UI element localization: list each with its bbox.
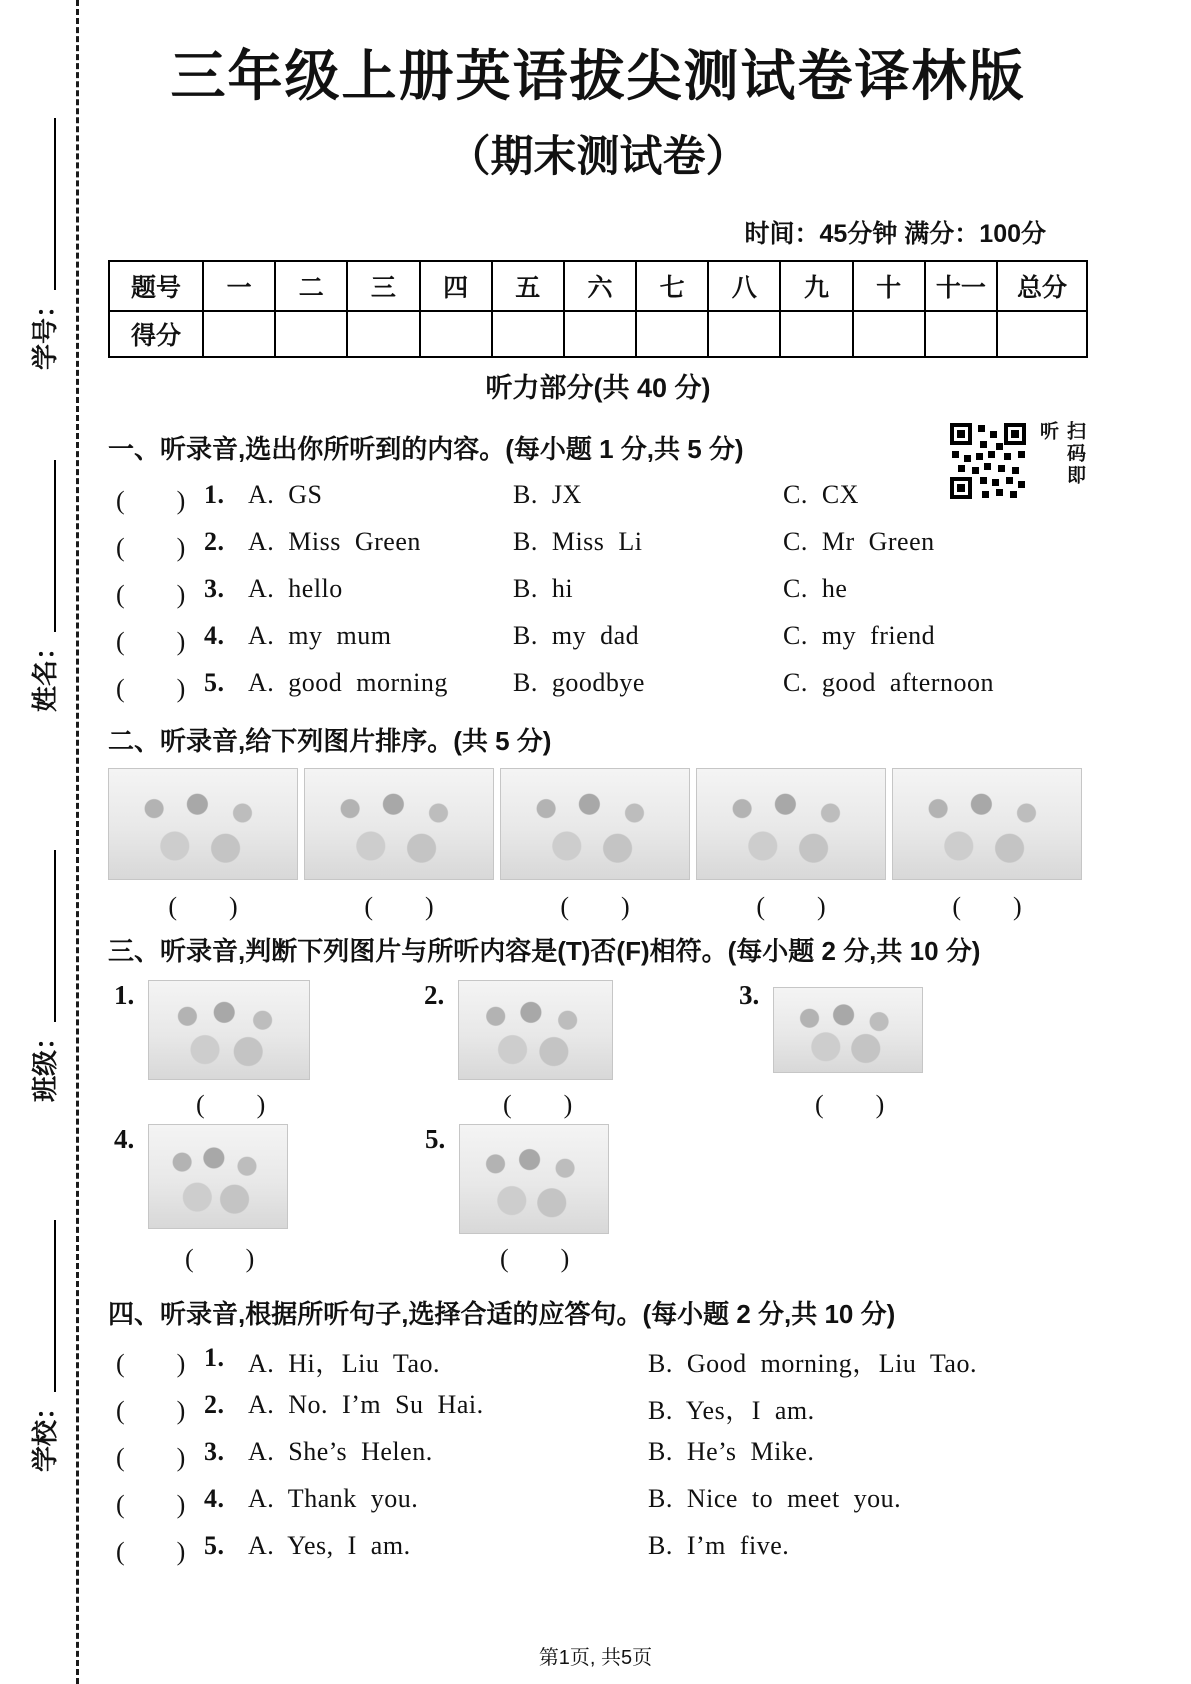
question-row	[108, 668, 1088, 715]
score-table	[108, 260, 1088, 358]
section-2	[108, 721, 1088, 923]
score-table-header-row	[109, 261, 1087, 311]
tf-item	[425, 1124, 609, 1234]
score-col-header: 九	[780, 261, 852, 311]
question-row	[108, 1390, 1088, 1437]
score-cell	[492, 311, 564, 357]
page-title: 三年级上册英语拔尖测试卷译林版	[170, 45, 1026, 107]
option-b: B. JX	[513, 479, 582, 509]
score-cell	[636, 311, 708, 357]
score-cell	[347, 311, 419, 357]
score-col-header: 二	[275, 261, 347, 311]
score-cell	[275, 311, 347, 357]
question-number: 3.	[204, 573, 225, 603]
tf-item	[739, 980, 923, 1073]
option-b: B. He’s Mike.	[648, 1436, 815, 1466]
picture-cats-in-tree	[892, 768, 1082, 880]
answer-bracket: ( )	[815, 1089, 885, 1119]
option-b: B. Miss Li	[513, 526, 643, 556]
page-subtitle: （期末测试卷）	[447, 132, 749, 181]
answer-bracket: ( )	[116, 1536, 186, 1566]
picture-teacher-greeting-students	[304, 768, 494, 880]
picture-students-in-classroom	[696, 768, 886, 880]
student-number-blank	[30, 118, 56, 290]
picture-cat-with-mice	[108, 768, 298, 880]
question-row	[108, 1437, 1088, 1484]
option-c: C. good afternoon	[783, 667, 994, 697]
school-blank	[30, 1220, 56, 1392]
option-b: B. goodbye	[513, 667, 645, 697]
option-b: B. Good morning，Liu Tao.	[648, 1348, 977, 1378]
question-row	[108, 621, 1088, 668]
question-number: 4.	[204, 1483, 225, 1513]
sidebar-field-student-number	[24, 118, 62, 370]
section-2-pictures	[108, 768, 1088, 880]
option-a: A. Thank you.	[248, 1483, 419, 1513]
score-cell	[780, 311, 852, 357]
score-cell	[420, 311, 492, 357]
option-a: A. No. I’m Su Hai.	[248, 1389, 484, 1419]
sidebar-field-class	[24, 850, 62, 1102]
answer-bracket: ( )	[116, 626, 186, 656]
answer-bracket: ( )	[116, 485, 186, 515]
score-col-header: 八	[708, 261, 780, 311]
question-number: 5.	[425, 1123, 446, 1154]
question-row	[108, 1531, 1088, 1578]
qr-caption: 扫码即听	[1037, 420, 1085, 487]
question-number: 2.	[204, 526, 225, 556]
section-4-title: 四、听录音,根据所听句子,选择合适的应答句。(每小题 2 分,共 10 分)	[108, 1298, 896, 1329]
section-2-title: 二、听录音,给下列图片排序。(共 5 分)	[108, 725, 552, 756]
picture-mice-celebrating	[500, 768, 690, 880]
score-col-header: 题号	[109, 261, 203, 311]
picture-family-outdoors	[148, 1124, 288, 1229]
question-row	[108, 1484, 1088, 1531]
answer-bracket: ( )	[116, 1489, 186, 1519]
answer-bracket: ( )	[500, 1243, 570, 1273]
name-blank	[30, 460, 56, 632]
school-label: 学校：	[29, 1393, 60, 1472]
option-c: C. Mr Green	[783, 526, 935, 556]
sidebar-field-school	[24, 1220, 62, 1472]
section-3-brackets-row-1	[108, 1080, 1088, 1120]
option-a: A. She’s Helen.	[248, 1436, 433, 1466]
picture-greeting-at-home	[459, 1124, 609, 1234]
answer-bracket: ( )	[116, 532, 186, 562]
question-number: 3.	[204, 1436, 225, 1466]
option-c: C. he	[783, 573, 848, 603]
score-row-label: 得分	[109, 311, 203, 357]
option-a: A. Yes, I am.	[248, 1530, 411, 1560]
score-cell	[564, 311, 636, 357]
question-row	[108, 574, 1088, 621]
option-b: B. Nice to meet you.	[648, 1483, 902, 1513]
score-cell	[997, 311, 1087, 357]
option-b: B. Yes，I am.	[648, 1395, 815, 1425]
option-a: A. good morning	[248, 667, 448, 697]
score-cell	[708, 311, 780, 357]
section-3	[108, 931, 1088, 1274]
paper-content	[108, 0, 1088, 1578]
question-number: 3.	[739, 979, 760, 1010]
section-1-title: 一、听录音,选出你所听到的内容。(每小题 1 分,共 5 分)	[108, 433, 744, 464]
name-label: 姓名：	[29, 633, 60, 712]
section-1	[108, 420, 1088, 715]
score-table-score-row	[109, 311, 1087, 357]
option-a: A. GS	[248, 479, 323, 509]
answer-bracket: ( )	[196, 1089, 266, 1119]
question-row	[108, 1343, 1088, 1390]
listening-part-header: 听力部分(共 40 分)	[485, 372, 711, 403]
answer-bracket: ( )	[560, 891, 630, 921]
tf-item	[424, 980, 613, 1080]
question-number: 1.	[114, 979, 135, 1010]
question-number: 1.	[204, 1342, 225, 1372]
time-score-info: 时间：45分钟 满分：100分	[744, 219, 1046, 248]
option-c: C. CX	[783, 479, 859, 509]
question-number: 1.	[204, 479, 225, 509]
score-col-header: 七	[636, 261, 708, 311]
answer-bracket: ( )	[116, 1395, 186, 1425]
section-3-row-2	[108, 1124, 1088, 1234]
page-footer: 第1页, 共5页	[538, 1647, 653, 1669]
score-col-header: 六	[564, 261, 636, 311]
binding-line	[76, 0, 79, 1684]
answer-bracket: ( )	[116, 579, 186, 609]
tf-item	[114, 980, 310, 1080]
section-3-brackets-row-2	[108, 1234, 1088, 1274]
answer-bracket: ( )	[116, 1348, 186, 1378]
section-4	[108, 1294, 1088, 1578]
answer-bracket: ( )	[364, 891, 434, 921]
question-number: 4.	[114, 1123, 135, 1154]
option-b: B. my dad	[513, 620, 640, 650]
score-cell	[925, 311, 997, 357]
option-a: A. my mum	[248, 620, 392, 650]
section-3-title: 三、听录音,判断下列图片与所听内容是(T)否(F)相符。(每小题 2 分,共 10 分)	[108, 935, 981, 966]
question-number: 5.	[204, 667, 225, 697]
option-b: B. I’m five.	[648, 1530, 790, 1560]
question-number: 2.	[204, 1389, 225, 1419]
answer-bracket: ( )	[185, 1243, 255, 1273]
student-number-label: 学号：	[29, 291, 60, 370]
section-3-row-1	[108, 980, 1088, 1080]
option-b: B. hi	[513, 573, 574, 603]
score-cell	[853, 311, 925, 357]
picture-boys-waving-outdoors	[458, 980, 613, 1080]
score-col-header: 十	[853, 261, 925, 311]
question-number: 2.	[424, 979, 445, 1010]
score-col-header: 五	[492, 261, 564, 311]
class-label: 班级：	[29, 1023, 60, 1102]
score-col-header: 一	[203, 261, 275, 311]
score-col-header: 四	[420, 261, 492, 311]
score-col-header: 十一	[925, 261, 997, 311]
answer-bracket: ( )	[952, 891, 1022, 921]
option-a: A. Hi，Liu Tao.	[248, 1348, 441, 1378]
score-cell	[203, 311, 275, 357]
answer-bracket: ( )	[116, 1442, 186, 1472]
picture-children-waving-goodbye	[773, 987, 923, 1073]
class-blank	[30, 850, 56, 1022]
question-row	[108, 480, 1088, 527]
question-row	[108, 527, 1088, 574]
option-a: A. hello	[248, 573, 343, 603]
section-2-brackets	[108, 886, 1088, 923]
picture-students-greeting-in-classroom	[148, 980, 310, 1080]
tf-item	[114, 1124, 288, 1229]
question-number: 4.	[204, 620, 225, 650]
score-col-header: 总分	[997, 261, 1087, 311]
option-c: C. my friend	[783, 620, 936, 650]
answer-bracket: ( )	[168, 891, 238, 921]
score-col-header: 三	[347, 261, 419, 311]
sidebar-field-name	[24, 460, 62, 712]
question-number: 5.	[204, 1530, 225, 1560]
answer-bracket: ( )	[756, 891, 826, 921]
answer-bracket: ( )	[116, 673, 186, 703]
answer-bracket: ( )	[503, 1089, 573, 1119]
option-a: A. Miss Green	[248, 526, 421, 556]
